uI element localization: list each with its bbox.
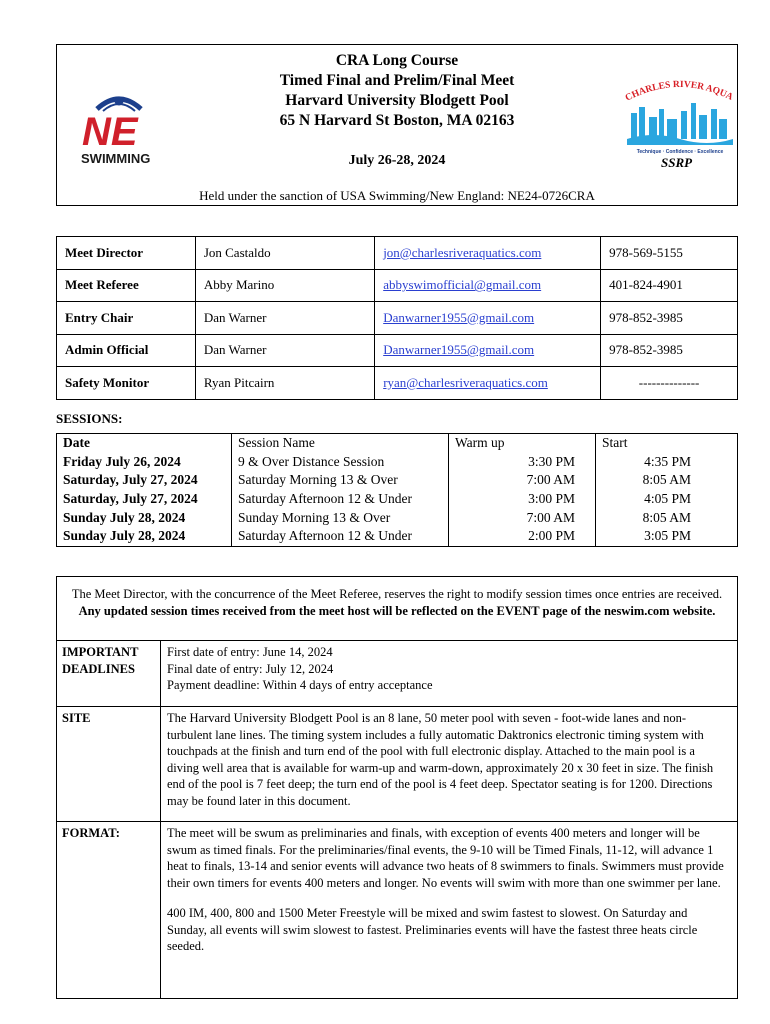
session-warmup: 2:00 PM bbox=[528, 528, 575, 544]
official-email-link[interactable]: jon@charlesriveraquatics.com bbox=[375, 237, 601, 270]
official-row bbox=[57, 269, 738, 302]
session-warmup: 7:00 AM bbox=[526, 472, 575, 488]
session-start: 3:05 PM bbox=[644, 528, 691, 544]
official-name: Dan Warner bbox=[195, 302, 374, 335]
official-role: Safety Monitor bbox=[57, 367, 196, 400]
official-row bbox=[57, 302, 738, 335]
deadlines-label: IMPORTANT DEADLINES bbox=[62, 645, 139, 676]
sessions-label: SESSIONS: bbox=[56, 411, 123, 426]
column-header: Warm up bbox=[455, 435, 505, 450]
intro-plain: The Meet Director, with the concurrence of the Meet Referee, reserves the right to modify session times once entries are received. bbox=[71, 587, 723, 601]
session-warmup: 7:00 AM bbox=[526, 509, 575, 525]
official-role: Entry Chair bbox=[57, 302, 196, 335]
session-name-column bbox=[232, 434, 449, 547]
title-line: CRA Long Course bbox=[335, 52, 459, 69]
intro-bold: Any updated session times received from the meet host will be reflected on the EVENT page of the neswim.com website. bbox=[78, 604, 716, 618]
deadline-item: First date of entry: June 14, 2024 bbox=[167, 645, 333, 659]
deadlines-list bbox=[167, 644, 729, 694]
deadline-item: Payment deadline: Within 4 days of entry acceptance bbox=[167, 678, 433, 692]
official-role: Meet Referee bbox=[57, 269, 196, 302]
session-warmup: 3:30 PM bbox=[528, 453, 575, 469]
start-column bbox=[596, 434, 738, 547]
title-line: 65 N Harvard St Boston, MA 02163 bbox=[279, 112, 515, 129]
official-name: Abby Marino bbox=[195, 269, 374, 302]
format-text bbox=[167, 825, 729, 955]
official-role: Admin Official bbox=[57, 334, 196, 367]
official-name: Jon Castaldo bbox=[195, 237, 374, 270]
meet-dates: July 26-28, 2024 bbox=[348, 153, 446, 168]
meet-info-box bbox=[56, 576, 738, 999]
session-name: Saturday Afternoon 12 & Under bbox=[238, 491, 412, 507]
sanction-text: Held under the sanction of USA Swimming/New England: NE24-0726CRA bbox=[199, 188, 595, 203]
official-row bbox=[57, 334, 738, 367]
column-header: Start bbox=[602, 435, 628, 450]
session-start: 8:05 AM bbox=[642, 509, 691, 525]
official-phone: 978-852-3985 bbox=[601, 334, 738, 367]
column-header: Session Name bbox=[238, 435, 315, 450]
session-start: 4:05 PM bbox=[644, 491, 691, 507]
ssrp-label: SSRP bbox=[661, 155, 693, 170]
site-label: SITE bbox=[62, 711, 91, 725]
cra-logo bbox=[623, 79, 737, 155]
session-name: Sunday Morning 13 & Over bbox=[238, 509, 391, 525]
svg-text:NE: NE bbox=[82, 110, 138, 154]
warmup-column bbox=[449, 434, 596, 547]
session-name: Saturday Afternoon 12 & Under bbox=[238, 528, 412, 544]
session-date: Sunday July 28, 2024 bbox=[63, 509, 186, 525]
divider bbox=[57, 706, 737, 707]
official-phone: -------------- bbox=[601, 367, 738, 400]
official-email-link[interactable]: Danwarner1955@gmail.com bbox=[375, 302, 601, 335]
svg-text:SWIMMING: SWIMMING bbox=[81, 151, 151, 165]
official-row bbox=[57, 237, 738, 270]
session-date: Friday July 26, 2024 bbox=[63, 453, 181, 469]
divider bbox=[57, 821, 737, 822]
officials-table bbox=[56, 236, 738, 400]
divider bbox=[57, 640, 737, 641]
svg-text:Technique · Confidence · Excel: Technique · Confidence · Excellence bbox=[636, 149, 724, 155]
official-row bbox=[57, 367, 738, 400]
meet-header bbox=[56, 44, 738, 206]
svg-text:CHARLES RIVER AQUATICS: CHARLES RIVER AQUA bbox=[623, 79, 734, 104]
official-role: Meet Director bbox=[57, 237, 196, 270]
sessions-table bbox=[56, 433, 738, 547]
session-name: 9 & Over Distance Session bbox=[238, 453, 385, 469]
format-paragraph: 400 IM, 400, 800 and 1500 Meter Freestyle will be mixed and swim fastest to slowest. On Saturday and Sunday, all events will swim slowest to fastest. Preliminaries events will have the fastest three heats circle seeded. bbox=[167, 906, 698, 953]
date-column bbox=[57, 434, 232, 547]
title-line: Timed Final and Prelim/Final Meet bbox=[279, 72, 515, 89]
official-email-link[interactable]: Danwarner1955@gmail.com bbox=[375, 334, 601, 367]
site-text: The Harvard University Blodgett Pool is an 8 lane, 50 meter pool with seven - foot-wide lanes and non-turbulent lane lines. The timing system includes a fully automatic Daktronics electronic timing system with touchpads at the finish and turn end of the pool with full electronic display. Attached to the main pool is a diving well area that is available for warm-up and warm-down, approximately 20 x 30 feet in size. The finish end of the pool is 7 feet deep; the turn end of the pool is 4 feet deep. Spectator seating is for 1200. Directions may be found later in this document. bbox=[167, 711, 714, 808]
format-paragraph: The meet will be swum as preliminaries and finals, with exception of events 400 meters and longer will be swum as timed finals. For the preliminaries/final events, the 9-10 will be Timed Finals, 11-12, will advance 1 heat to finals, 13-14 and senior events will advance two heats of 8 swimmers to finals. Swimmers must provide their own timers for events 400 meters and longer. No events will swim with more than one swimmer per lane. bbox=[167, 826, 724, 890]
deadline-item: Final date of entry: July 12, 2024 bbox=[167, 661, 334, 676]
session-date: Saturday, July 27, 2024 bbox=[63, 472, 198, 488]
official-email-link[interactable]: abbyswimofficial@gmail.com bbox=[375, 269, 601, 302]
official-name: Ryan Pitcairn bbox=[195, 367, 374, 400]
column-divider bbox=[160, 640, 161, 999]
session-start: 8:05 AM bbox=[642, 472, 691, 488]
session-date: Saturday, July 27, 2024 bbox=[63, 491, 198, 507]
title-line: Harvard University Blodgett Pool bbox=[285, 92, 509, 109]
info-intro bbox=[63, 586, 731, 620]
official-name: Dan Warner bbox=[195, 334, 374, 367]
official-phone: 401-824-4901 bbox=[601, 269, 738, 302]
session-start: 4:35 PM bbox=[644, 453, 691, 469]
session-warmup: 3:00 PM bbox=[528, 491, 575, 507]
official-phone: 978-569-5155 bbox=[601, 237, 738, 270]
official-email-link[interactable]: ryan@charlesriveraquatics.com bbox=[375, 367, 601, 400]
official-phone: 978-852-3985 bbox=[601, 302, 738, 335]
format-label: FORMAT: bbox=[62, 826, 120, 840]
column-header: Date bbox=[63, 435, 90, 450]
session-name: Saturday Morning 13 & Over bbox=[238, 472, 398, 488]
session-date: Sunday July 28, 2024 bbox=[63, 528, 186, 544]
